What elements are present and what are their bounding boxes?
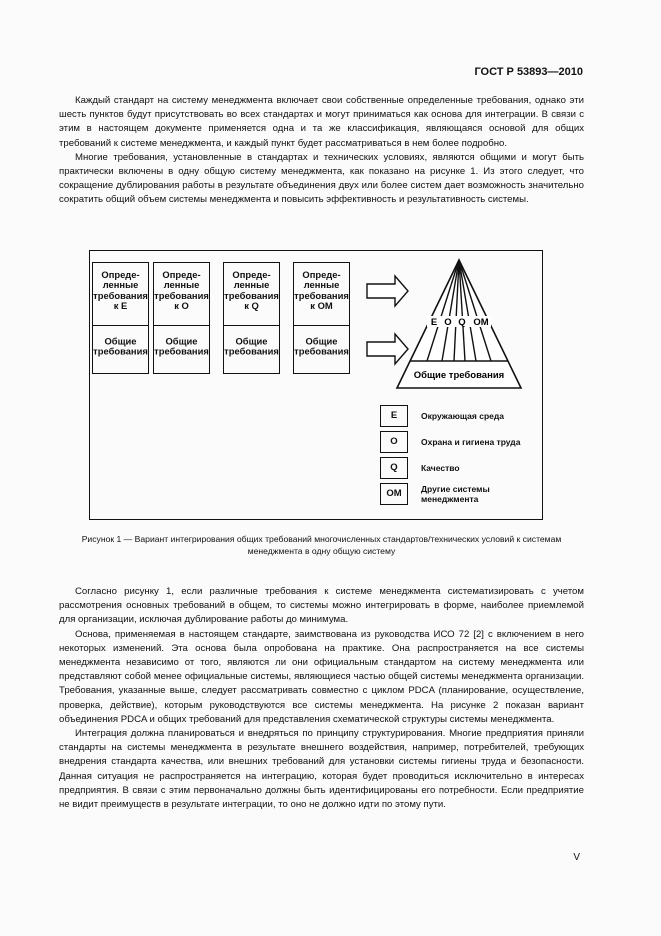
pyramid-label-e: E [430, 317, 438, 328]
arrow-right-icon [367, 276, 408, 306]
legend-code: E [380, 405, 408, 427]
page-number: V [573, 852, 580, 863]
paragraph: Многие требования, установленные в стандартах и технических условиях, являются общими и могут быть практически включены в одну общую систему менеджмента, как показано на рисунке 1. Из этого следует, что сокращение дублирования работы в результате объединения двух или более систем дает возможность значительно сократить общий объем системы менеджмента и повысить эффективность и результативность системы. [59, 151, 584, 206]
document-id: ГОСТ Р 53893—2010 [474, 66, 583, 78]
pyramid-base-label: Общие требования [413, 370, 505, 381]
paragraph: Интеграция должна планироваться и внедряться по принципу структурирования. Многие предприятия приняли стандарты на системы менеджмента в результате внешнего воздействия, например, потребителей, требующих внедрения стандарта качества, или внешних требований для установки системы гигиены труда и безопасности. Данная ситуация не распространяется на интеграцию, которая будет проводиться исключительно в интересах предприятия. В связи с этим первоначально должны быть идентифицированы его потребности. Если предприятие не видит преимуществ в результате интеграции, то оно не должно идти по этому пути. [59, 728, 584, 811]
common-requirements-e: Общие требования [93, 335, 148, 357]
pyramid-diagram [90, 251, 544, 521]
intro-text [59, 94, 584, 208]
paragraph: Согласно рисунку 1, если различные требования к системе менеджмента систематизировать с учетом рассмотрения основных требований в общем, то системы можно интегрировать в форме, наиболее приемлемой для организации, исключая дублирование работы до минимума. [59, 586, 584, 626]
pyramid-label-q: Q [458, 317, 466, 328]
common-requirements-om: Общие требования [294, 335, 349, 357]
legend-text: Окружающая среда [421, 411, 504, 421]
legend-code: Q [380, 457, 408, 479]
specific-requirements-om: Опреде- ленные требования к OM [294, 269, 349, 312]
pyramid-label-om: OM [473, 317, 489, 328]
pyramid-label-o: O [444, 317, 452, 328]
paragraph: Основа, применяемая в настоящем стандарте, заимствована из руководства ИСО 72 [2] с включением в него некоторых изменений. Эта основа была опробована на практике. Она распространяется на все системы менеджмента независимо от того, являются ли они официальным стандартом на систему менеджмента или представляют собой менее официальные системы, являющиеся частью общей системы менеджмента организации. Требования, указанные выше, следует рассматривать совместно с циклом PDCA (планирование, осуществление, проверка, действие), которым руководствуются все системы менеджмента. На рисунке 2 показан вариант объединения PDCA и общих требований для представления схематической структуры системы менеджмента. [59, 628, 584, 725]
figure-caption: Рисунок 1 — Вариант интегрирования общих требований многочисленных стандартов/технических условий к системам менеджмента в одну общую систему [81, 534, 562, 556]
specific-requirements-o: Опреде- ленные требования к O [154, 269, 209, 312]
legend-text: Другие системы менеджмента [421, 484, 490, 504]
figure-1 [89, 250, 543, 520]
arrow-right-icon [367, 334, 408, 364]
legend-text: Качество [421, 463, 460, 473]
legend-text: Охрана и гигиена труда [421, 437, 521, 447]
specific-requirements-q: Опреде- ленные требования к Q [224, 269, 279, 312]
specific-requirements-e: Опреде- ленные требования к E [93, 269, 148, 312]
common-requirements-o: Общие требования [154, 335, 209, 357]
common-requirements-q: Общие требования [224, 335, 279, 357]
legend-code: O [380, 431, 408, 453]
paragraph: Каждый стандарт на систему менеджмента включает свои собственные определенные требования, однако эти шесть пунктов будут присутствовать во всех стандартах и могут приниматься как основа для интеграции. В связи с этим в настоящем документе применяется одна и та же классификация, являющаяся основой для общих требований к системе менеджмента, и каждый пункт будет рассматриваться в нем более подробно. [59, 95, 584, 149]
legend-code: OM [380, 483, 408, 505]
body-text [59, 585, 584, 812]
